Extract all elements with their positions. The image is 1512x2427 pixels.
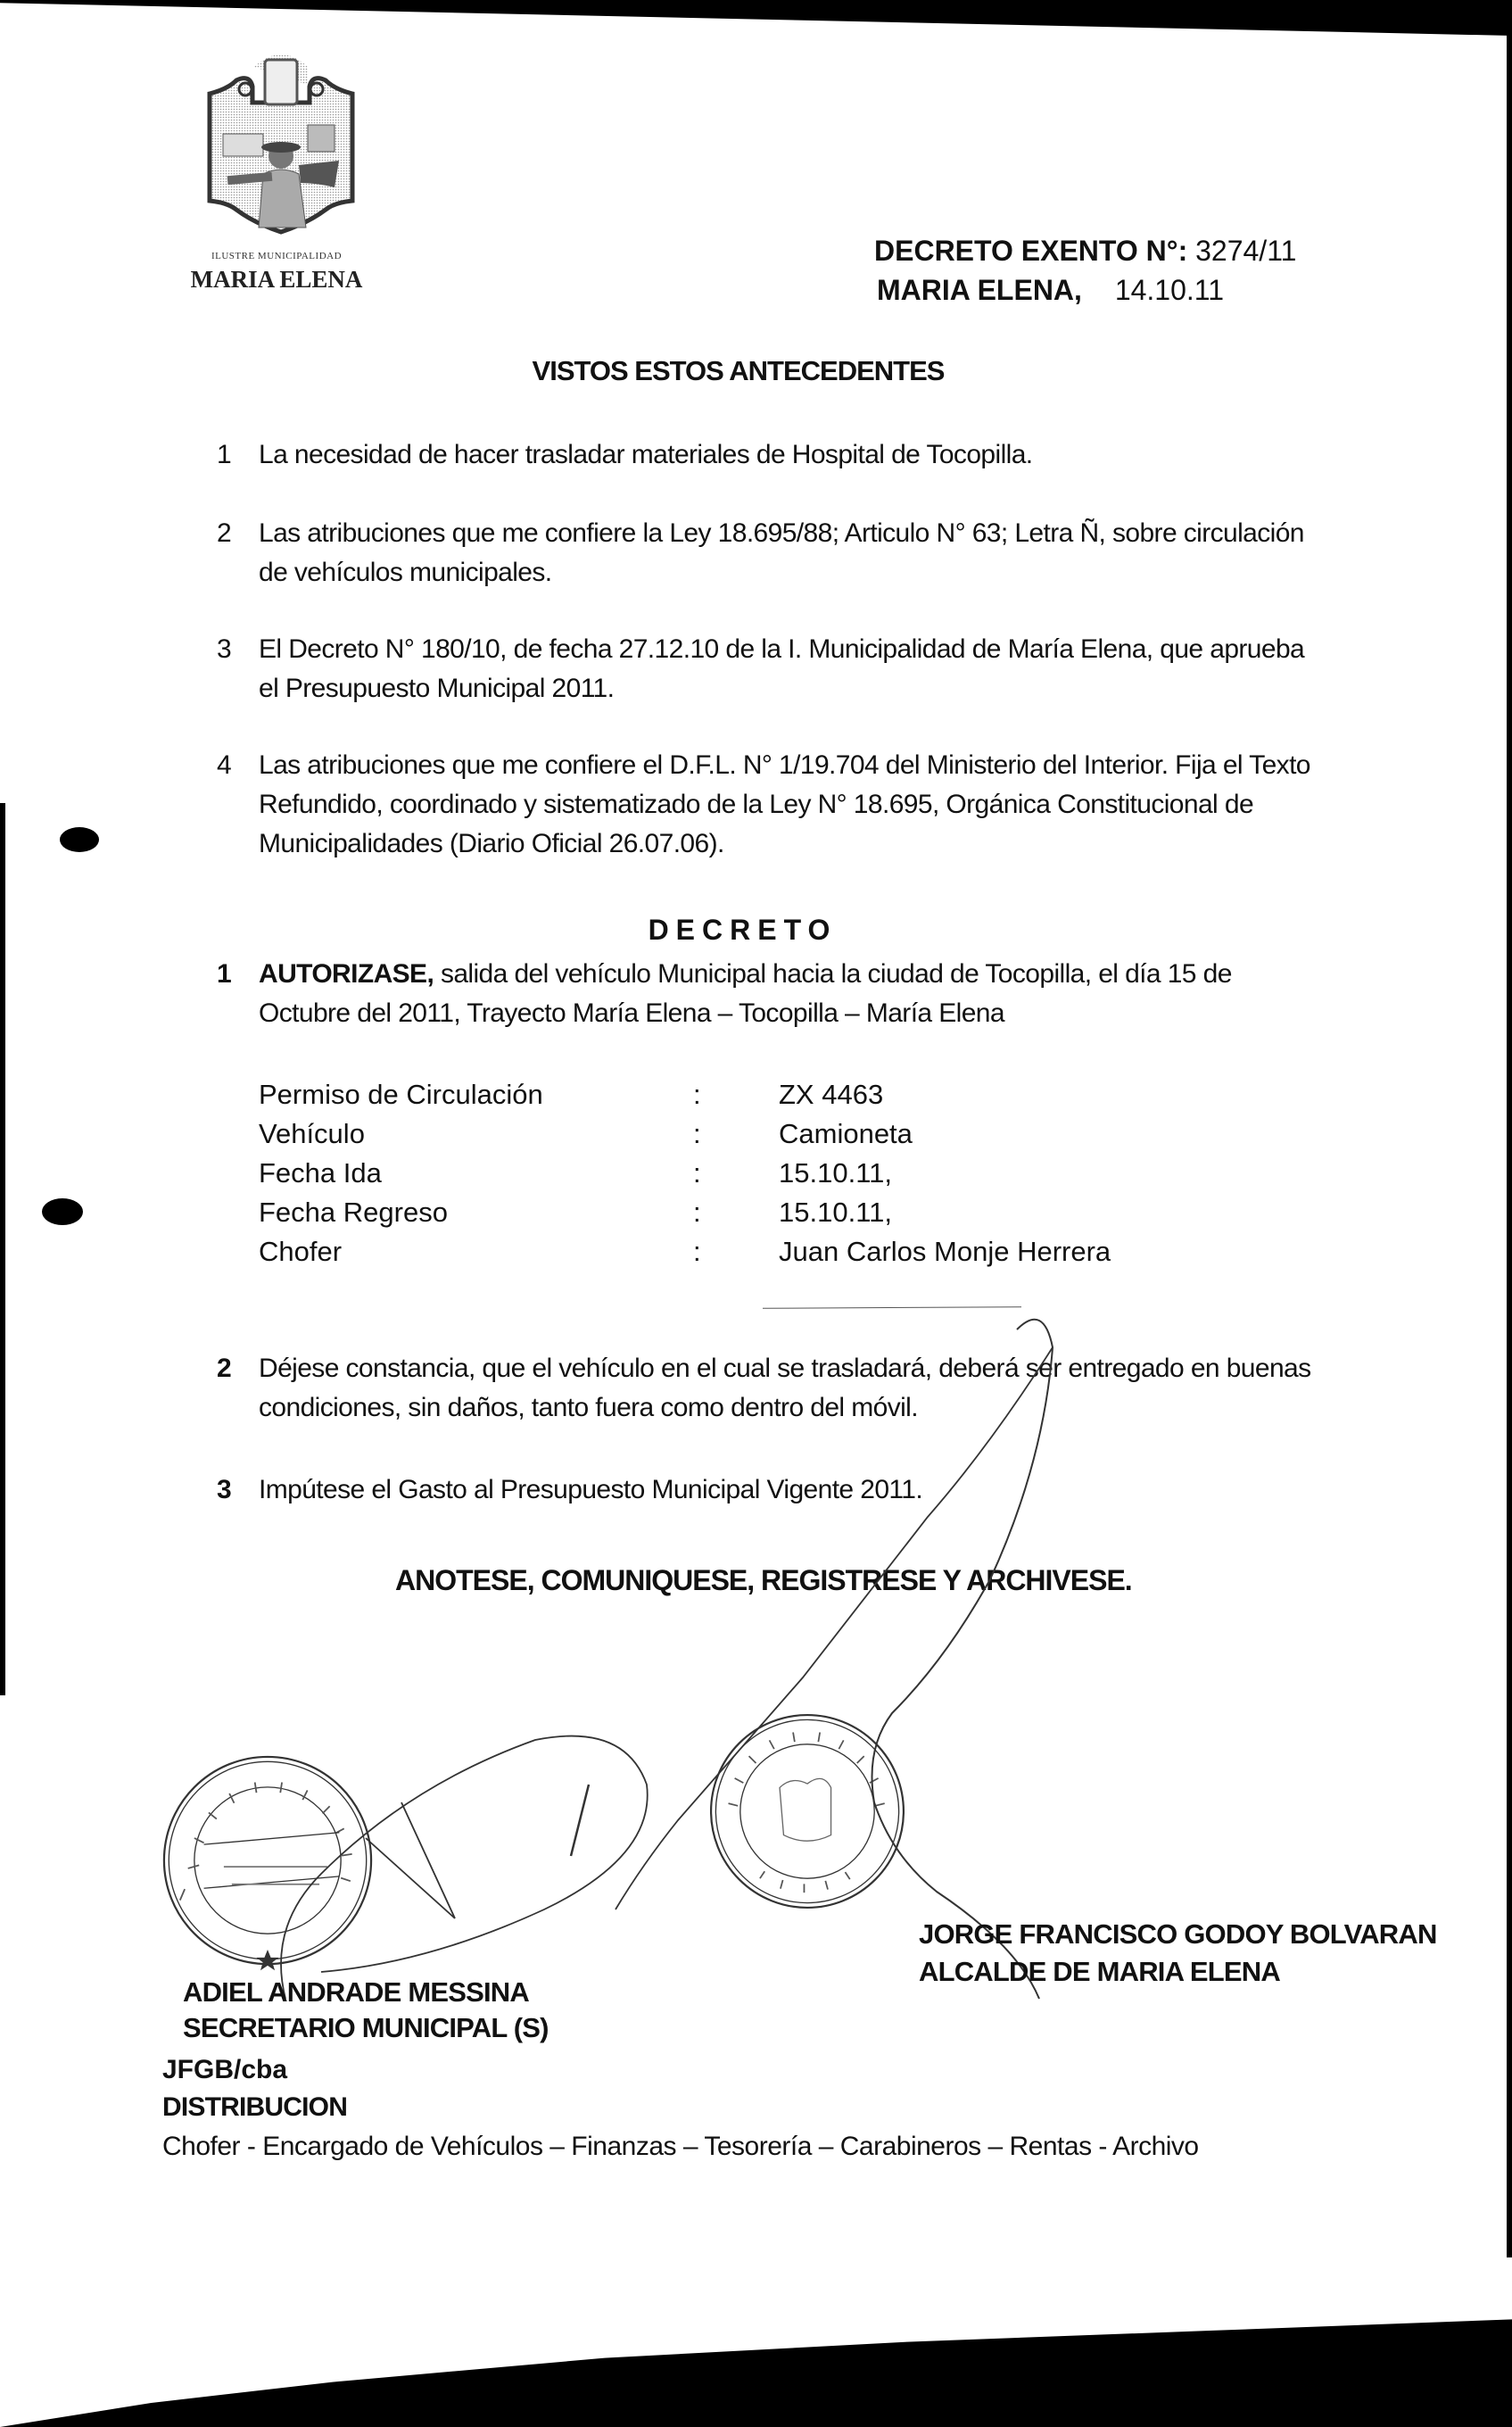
decreto-item xyxy=(217,955,1314,1033)
mayor-title: ALCALDE DE MARIA ELENA xyxy=(919,1956,1280,1987)
municipal-coat-of-arms-logo xyxy=(201,49,361,241)
vistos-item xyxy=(217,630,1314,708)
vistos-item xyxy=(217,435,1314,475)
decreto-item xyxy=(217,1349,1314,1428)
field-separator: : xyxy=(693,1157,701,1189)
item-text: Las atribuciones que me confiere el D.F.L. N° 1/19.704 del Ministerio del Interior. Fija el Texto Refundido, coordinado y sistematizado de la Ley N° 18.695, Orgánica Constitucional de Municipalidades (Diario Oficial 26.07.06). xyxy=(259,750,1310,858)
item-body: salida del vehículo Municipal hacia la ciudad de Tocopilla, el día 15 de Octubre del 2011, Trayecto María Elena – Tocopilla – María Elena xyxy=(259,959,1232,1028)
item-text: El Decreto N° 180/10, de fecha 27.12.10 de la I. Municipalidad de María Elena, que aprueba el Presupuesto Municipal 2011. xyxy=(259,634,1305,703)
field-label: Fecha Ida xyxy=(259,1157,382,1189)
scan-border-bottom xyxy=(0,2266,1512,2427)
reference-initials: JFGB/cba xyxy=(162,2055,288,2084)
decreto-item xyxy=(217,1470,1314,1510)
field-separator: : xyxy=(693,1197,701,1228)
field-label: Permiso de Circulación xyxy=(259,1079,543,1110)
divider-line xyxy=(763,1306,1021,1309)
field-row xyxy=(259,1114,1151,1154)
item-text xyxy=(259,955,1314,1033)
field-value: 15.10.11, xyxy=(779,1157,892,1189)
distribution-title: DISTRIBUCION xyxy=(162,2092,348,2122)
vistos-item xyxy=(217,746,1314,864)
decree-number-line xyxy=(874,234,1296,268)
item-number: 1 xyxy=(217,440,232,469)
field-label: Vehículo xyxy=(259,1118,365,1149)
decree-place-date-line xyxy=(877,273,1224,307)
field-value: Juan Carlos Monje Herrera xyxy=(779,1236,1111,1267)
logo-caption-municipality: MARIA ELENA xyxy=(190,266,363,293)
field-row xyxy=(259,1075,1151,1114)
field-separator: : xyxy=(693,1118,701,1149)
field-separator: : xyxy=(693,1236,701,1267)
field-value: ZX 4463 xyxy=(779,1079,884,1110)
section-title-decreto: DECRETO xyxy=(648,914,838,946)
mayor-name: JORGE FRANCISCO GODOY BOLVARAN xyxy=(919,1918,1437,1950)
item-number: 2 xyxy=(217,1354,232,1383)
secretary-name: ADIEL ANDRADE MESSINA xyxy=(183,1976,529,2008)
item-bold-lead: AUTORIZASE, xyxy=(259,959,434,989)
item-text: La necesidad de hacer trasladar materiales de Hospital de Tocopilla. xyxy=(259,440,1033,469)
item-number: 2 xyxy=(217,518,232,548)
item-text: Impútese el Gasto al Presupuesto Municipal Vigente 2011. xyxy=(259,1475,923,1504)
vistos-item xyxy=(217,514,1314,592)
decree-date: 14.10.11 xyxy=(1114,274,1224,306)
scan-border-top xyxy=(0,0,1512,36)
field-value: 15.10.11, xyxy=(779,1197,892,1228)
mayor-official-stamp xyxy=(705,1709,910,1914)
field-label: Chofer xyxy=(259,1236,343,1267)
field-row xyxy=(259,1154,1151,1193)
distribution-list: Chofer - Encargado de Vehículos – Finanzas – Tesorería – Carabineros – Rentas - Archivo xyxy=(162,2132,1199,2161)
item-text: Déjese constancia, que el vehículo en el cual se trasladará, deberá ser entregado en buenas condiciones, sin daños, tanto fuera como dentro del móvil. xyxy=(259,1354,1311,1422)
secretary-title: SECRETARIO MUNICIPAL (S) xyxy=(183,2012,549,2043)
punch-hole xyxy=(60,827,99,852)
item-number: 1 xyxy=(217,959,232,989)
field-separator: : xyxy=(693,1079,701,1110)
item-number: 4 xyxy=(217,750,232,780)
item-number: 3 xyxy=(217,1475,232,1504)
scan-border-right xyxy=(1507,27,1512,2257)
logo-caption-small: ILUSTRE MUNICIPALIDAD xyxy=(211,251,343,261)
decree-number: 3274/11 xyxy=(1195,235,1297,267)
vehicle-details-table xyxy=(259,1075,1151,1271)
section-title-vistos: VISTOS ESTOS ANTECEDENTES xyxy=(532,355,945,386)
decree-number-label: DECRETO EXENTO N°: xyxy=(874,235,1188,267)
item-number: 3 xyxy=(217,634,232,664)
field-row xyxy=(259,1232,1151,1271)
secretary-official-stamp xyxy=(156,1749,379,1972)
closing-formula: ANOTESE, COMUNIQUESE, REGISTRESE Y ARCHIVESE. xyxy=(395,1564,1132,1596)
field-label: Fecha Regreso xyxy=(259,1197,448,1228)
field-value: Camioneta xyxy=(779,1118,913,1149)
field-row xyxy=(259,1193,1151,1232)
punch-hole xyxy=(42,1198,83,1225)
item-text: Las atribuciones que me confiere la Ley 18.695/88; Articulo N° 63; Letra Ñ, sobre circulación de vehículos municipales. xyxy=(259,518,1304,587)
decree-place: MARIA ELENA, xyxy=(877,274,1082,306)
